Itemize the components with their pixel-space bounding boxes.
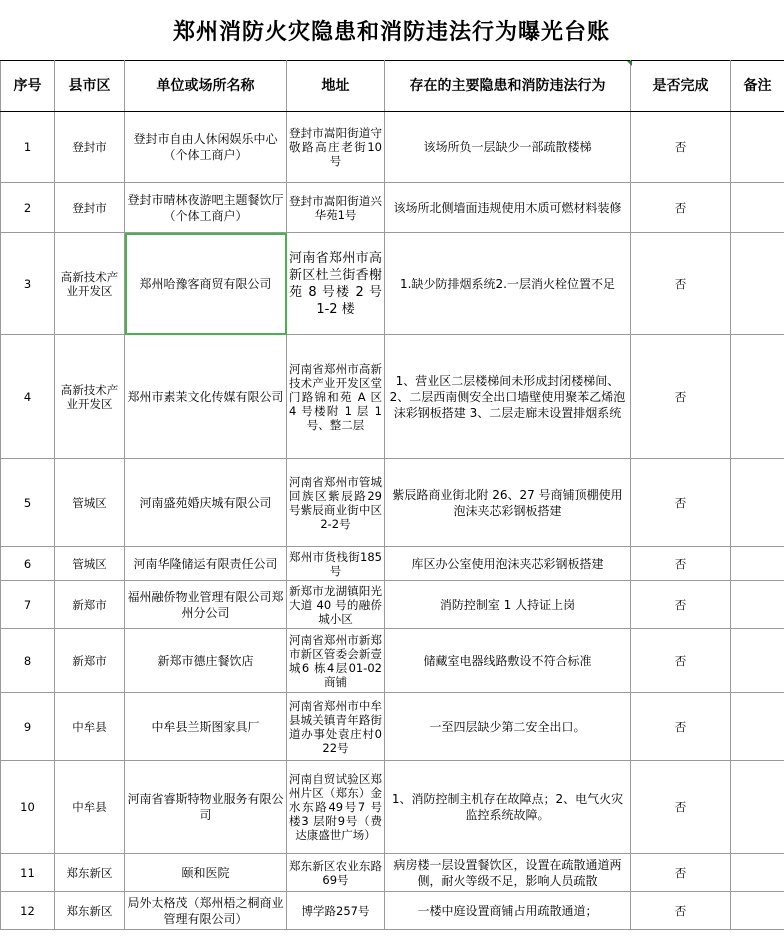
cell-done[interactable]: 否	[631, 233, 731, 335]
cell-issue[interactable]: 1.缺少防排烟系统2.一层消火栓位置不足	[385, 233, 631, 335]
header-cell-address[interactable]: 地址	[287, 61, 385, 112]
cell-unit[interactable]: 中牟县兰斯图家具厂	[125, 693, 287, 761]
cell-issue[interactable]: 库区办公室使用泡沫夹芯彩钢板搭建	[385, 547, 631, 581]
cell-issue[interactable]: 1、营业区二层楼梯间未形成封闭楼梯间、2、二层西南侧安全出口墙壁使用聚苯乙烯泡沫彩钢板搭建 3、二层走廊未设置排烟系统	[385, 335, 631, 459]
table-row	[1, 233, 784, 335]
cell-note[interactable]	[731, 183, 784, 233]
cell-done[interactable]: 否	[631, 335, 731, 459]
cell-address[interactable]: 登封市嵩阳街道兴华苑1号	[287, 183, 385, 233]
table-row	[1, 629, 784, 693]
cell-address[interactable]: 河南省郑州市高新技术产业开发区堂门路锦和苑 A 区 4 号楼附 1 层 1 号、整二层	[287, 335, 385, 459]
cell-issue[interactable]: 一楼中庭设置商铺占用疏散通道；	[385, 892, 631, 930]
cell-unit[interactable]: 登封市晴林夜游吧主题餐饮厅（个体工商户）	[125, 183, 287, 233]
cell-unit[interactable]: 局外太格茂（郑州梧之桐商业管理有限公司）	[125, 892, 287, 930]
cell-address[interactable]: 河南省郑州市高新区杜兰街香榭苑 8 号楼 2 号 1-2 楼	[287, 233, 385, 335]
cell-unit[interactable]: 河南盛苑婚庆城有限公司	[125, 459, 287, 547]
cell-no[interactable]: 3	[1, 233, 55, 335]
cell-done[interactable]: 否	[631, 459, 731, 547]
cell-district[interactable]: 登封市	[55, 183, 125, 233]
table-row	[1, 693, 784, 761]
cell-issue[interactable]: 1、消防控制主机存在故障点；2、电气火灾监控系统故障。	[385, 761, 631, 854]
cell-unit[interactable]: 郑州市素茉文化传媒有限公司	[125, 335, 287, 459]
cell-done[interactable]: 否	[631, 581, 731, 629]
header-cell-note[interactable]: 备注	[731, 61, 784, 112]
cell-note[interactable]	[731, 547, 784, 581]
table-row	[1, 547, 784, 581]
cell-done[interactable]: 否	[631, 112, 731, 183]
cell-address[interactable]: 郑东新区农业东路69号	[287, 854, 385, 892]
table-row	[1, 459, 784, 547]
cell-note[interactable]	[731, 112, 784, 183]
cell-done[interactable]: 否	[631, 854, 731, 892]
cell-no[interactable]: 7	[1, 581, 55, 629]
cell-issue[interactable]: 该场所北侧墙面违规使用木质可燃材料装修	[385, 183, 631, 233]
table-row	[1, 335, 784, 459]
cell-issue[interactable]: 病房楼一层设置餐饮区，设置在疏散通道两侧，耐火等级不足，影响人员疏散	[385, 854, 631, 892]
cell-issue[interactable]: 该场所负一层缺少一部疏散楼梯	[385, 112, 631, 183]
cell-address[interactable]: 河南省郑州市新郑市新区管委会新壹城6 栋4层01-02 商铺	[287, 629, 385, 693]
cell-issue[interactable]: 一至四层缺少第二安全出口。	[385, 693, 631, 761]
cell-no[interactable]: 11	[1, 854, 55, 892]
cell-district[interactable]: 新郑市	[55, 629, 125, 693]
cell-district[interactable]: 郑东新区	[55, 854, 125, 892]
sheet-title: 郑州消防火灾隐患和消防违法行为曝光台账	[0, 0, 783, 61]
header-cell-district[interactable]: 县市区	[55, 61, 125, 112]
cell-district[interactable]: 登封市	[55, 112, 125, 183]
cell-unit-selected[interactable]: 郑州哈豫客商贸有限公司	[125, 233, 287, 335]
header-row	[1, 61, 784, 112]
cell-no[interactable]: 1	[1, 112, 55, 183]
cell-no[interactable]: 8	[1, 629, 55, 693]
cell-note[interactable]	[731, 581, 784, 629]
cell-no[interactable]: 4	[1, 335, 55, 459]
comment-indicator-icon	[627, 61, 632, 66]
cell-done[interactable]: 否	[631, 892, 731, 930]
header-cell-done[interactable]: 是否完成	[631, 61, 731, 112]
table-row	[1, 761, 784, 854]
cell-note[interactable]	[731, 335, 784, 459]
cell-note[interactable]	[731, 233, 784, 335]
table-row	[1, 581, 784, 629]
cell-no[interactable]: 12	[1, 892, 55, 930]
cell-issue[interactable]: 消防控制室 1 人持证上岗	[385, 581, 631, 629]
cell-no[interactable]: 2	[1, 183, 55, 233]
cell-district[interactable]: 新郑市	[55, 581, 125, 629]
header-cell-no[interactable]: 序号	[1, 61, 55, 112]
cell-district[interactable]: 郑东新区	[55, 892, 125, 930]
cell-note[interactable]	[731, 892, 784, 930]
cell-address[interactable]: 新郑市龙湖镇阳光大道 40 号的融侨城小区	[287, 581, 385, 629]
cell-no[interactable]: 5	[1, 459, 55, 547]
cell-unit[interactable]: 河南省睿斯特物业服务有限公司	[125, 761, 287, 854]
cell-unit[interactable]: 颐和医院	[125, 854, 287, 892]
cell-done[interactable]: 否	[631, 693, 731, 761]
cell-district[interactable]: 管城区	[55, 459, 125, 547]
cell-done[interactable]: 否	[631, 183, 731, 233]
cell-done[interactable]: 否	[631, 629, 731, 693]
cell-unit[interactable]: 福州融侨物业管理有限公司郑州分公司	[125, 581, 287, 629]
cell-unit[interactable]: 河南华隆储运有限责任公司	[125, 547, 287, 581]
header-cell-issue[interactable]: 存在的主要隐患和消防违法行为	[385, 61, 631, 112]
cell-address[interactable]: 博学路257号	[287, 892, 385, 930]
cell-done[interactable]: 否	[631, 547, 731, 581]
cell-address[interactable]: 登封市嵩阳街道守敬路高庄老街10号	[287, 112, 385, 183]
cell-no[interactable]: 6	[1, 547, 55, 581]
cell-note[interactable]	[731, 693, 784, 761]
cell-no[interactable]: 9	[1, 693, 55, 761]
cell-district[interactable]: 高新技术产业开发区	[55, 233, 125, 335]
table-row	[1, 892, 784, 930]
cell-no[interactable]: 10	[1, 761, 55, 854]
cell-address[interactable]: 郑州市货栈街185号	[287, 547, 385, 581]
table-row	[1, 112, 784, 183]
cell-note[interactable]	[731, 459, 784, 547]
cell-address[interactable]: 河南省郑州市中牟县城关镇青年路街道办事处袁庄村022号	[287, 693, 385, 761]
cell-unit[interactable]: 新郑市德庄餐饮店	[125, 629, 287, 693]
cell-note[interactable]	[731, 854, 784, 892]
cell-issue[interactable]: 紫辰路商业街北附 26、27 号商铺顶棚使用泡沫夹芯彩钢板搭建	[385, 459, 631, 547]
header-cell-unit[interactable]: 单位或场所名称	[125, 61, 287, 112]
cell-issue[interactable]: 储藏室电器线路敷设不符合标准	[385, 629, 631, 693]
table-row	[1, 183, 784, 233]
cell-note[interactable]	[731, 761, 784, 854]
table-row	[1, 854, 784, 892]
cell-done[interactable]: 否	[631, 761, 731, 854]
cell-district[interactable]: 中牟县	[55, 761, 125, 854]
cell-district[interactable]: 管城区	[55, 547, 125, 581]
cell-note[interactable]	[731, 629, 784, 693]
cell-unit[interactable]: 登封市自由人休闲娱乐中心（个体工商户）	[125, 112, 287, 183]
cell-address[interactable]: 河南自贸试验区郑州片区（郑东）金水东路49号7 号楼3 层附9号（费达康盛世广场）	[287, 761, 385, 854]
cell-district[interactable]: 中牟县	[55, 693, 125, 761]
cell-district[interactable]: 高新技术产业开发区	[55, 335, 125, 459]
cell-address[interactable]: 河南省郑州市管城回族区紫辰路29号紫辰商业街中区2-2号	[287, 459, 385, 547]
ledger-table	[0, 60, 784, 930]
